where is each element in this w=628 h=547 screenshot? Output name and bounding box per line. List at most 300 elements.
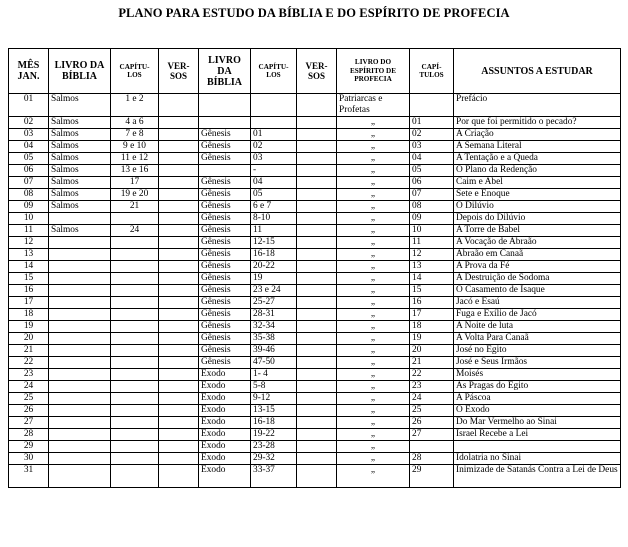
cell-chapters-3: 20 bbox=[410, 345, 454, 357]
cell-chapters-3: 07 bbox=[410, 189, 454, 201]
table-row bbox=[9, 405, 621, 417]
table-row bbox=[9, 141, 621, 153]
cell-book bbox=[49, 237, 111, 249]
cell-subject: A Destruição de Sodoma bbox=[454, 273, 621, 285]
header-livro-ep: LIVRO DO ESPÍRITO DE PROFECIA bbox=[337, 49, 410, 94]
cell-book-2: Êxodo bbox=[199, 465, 251, 488]
table-row bbox=[9, 381, 621, 393]
cell-chapters-2: 02 bbox=[251, 141, 297, 153]
cell-book bbox=[49, 297, 111, 309]
cell-ep-book: „ bbox=[337, 285, 410, 297]
cell-subject: A Volta Para Canaã bbox=[454, 333, 621, 345]
cell-book-2 bbox=[199, 94, 251, 117]
cell-day: 12 bbox=[9, 237, 49, 249]
cell-day: 21 bbox=[9, 345, 49, 357]
cell-subject: José e Seus Irmãos bbox=[454, 357, 621, 369]
cell-book-2: Gênesis bbox=[199, 177, 251, 189]
cell-subject: O Dilúvio bbox=[454, 201, 621, 213]
table-row bbox=[9, 273, 621, 285]
cell-day: 01 bbox=[9, 94, 49, 117]
cell-verses bbox=[159, 129, 199, 141]
cell-verses-2 bbox=[297, 153, 337, 165]
cell-day: 24 bbox=[9, 381, 49, 393]
cell-verses-2 bbox=[297, 381, 337, 393]
cell-ep-book: „ bbox=[337, 441, 410, 453]
cell-chapters-2: 19 bbox=[251, 273, 297, 285]
cell-chapters-3: 25 bbox=[410, 405, 454, 417]
cell-chapters bbox=[111, 249, 159, 261]
cell-verses bbox=[159, 309, 199, 321]
cell-book bbox=[49, 333, 111, 345]
cell-ep-book: „ bbox=[337, 189, 410, 201]
cell-ep-book: „ bbox=[337, 381, 410, 393]
cell-subject: Sete e Enoque bbox=[454, 189, 621, 201]
cell-book-2: Gênesis bbox=[199, 225, 251, 237]
cell-chapters-2: 11 bbox=[251, 225, 297, 237]
cell-verses bbox=[159, 429, 199, 441]
cell-ep-book: „ bbox=[337, 249, 410, 261]
cell-day: 23 bbox=[9, 369, 49, 381]
cell-chapters bbox=[111, 213, 159, 225]
cell-day: 18 bbox=[9, 309, 49, 321]
cell-day: 11 bbox=[9, 225, 49, 237]
cell-chapters bbox=[111, 393, 159, 405]
cell-verses bbox=[159, 285, 199, 297]
cell-chapters: 1 e 2 bbox=[111, 94, 159, 117]
cell-subject: O Plano da Redenção bbox=[454, 165, 621, 177]
header-versos-2: VER-SOS bbox=[297, 49, 337, 94]
cell-ep-book: Patriarcas e Profetas bbox=[337, 94, 410, 117]
cell-chapters bbox=[111, 273, 159, 285]
cell-day: 26 bbox=[9, 405, 49, 417]
cell-subject: A Noite de luta bbox=[454, 321, 621, 333]
cell-ep-book: „ bbox=[337, 369, 410, 381]
table-row bbox=[9, 357, 621, 369]
cell-book-2: Êxodo bbox=[199, 441, 251, 453]
cell-ep-book: „ bbox=[337, 393, 410, 405]
cell-ep-book: „ bbox=[337, 417, 410, 429]
cell-verses-2 bbox=[297, 453, 337, 465]
cell-verses bbox=[159, 393, 199, 405]
cell-day: 19 bbox=[9, 321, 49, 333]
cell-book bbox=[49, 345, 111, 357]
cell-day: 31 bbox=[9, 465, 49, 488]
cell-book bbox=[49, 357, 111, 369]
cell-book-2: Gênesis bbox=[199, 357, 251, 369]
cell-day: 10 bbox=[9, 213, 49, 225]
table-row bbox=[9, 297, 621, 309]
cell-chapters-2: 16-18 bbox=[251, 417, 297, 429]
cell-book-2: Êxodo bbox=[199, 369, 251, 381]
table-row bbox=[9, 321, 621, 333]
cell-ep-book: „ bbox=[337, 465, 410, 488]
cell-day: 06 bbox=[9, 165, 49, 177]
cell-chapters-3: 29 bbox=[410, 465, 454, 488]
cell-chapters-2: 13-15 bbox=[251, 405, 297, 417]
header-livro-biblia-2: LIVRO DA BÍBLIA bbox=[199, 49, 251, 94]
cell-verses-2 bbox=[297, 345, 337, 357]
cell-verses bbox=[159, 213, 199, 225]
cell-chapters-2: 47-50 bbox=[251, 357, 297, 369]
cell-book-2: Êxodo bbox=[199, 405, 251, 417]
cell-verses bbox=[159, 201, 199, 213]
table-row bbox=[9, 345, 621, 357]
cell-chapters-3: 06 bbox=[410, 177, 454, 189]
cell-subject: A Torre de Babel bbox=[454, 225, 621, 237]
cell-subject: Fuga e Exílio de Jacó bbox=[454, 309, 621, 321]
header-livro-biblia: LIVRO DA BÍBLIA bbox=[49, 49, 111, 94]
cell-day: 08 bbox=[9, 189, 49, 201]
cell-day: 17 bbox=[9, 297, 49, 309]
cell-day: 05 bbox=[9, 153, 49, 165]
cell-chapters bbox=[111, 297, 159, 309]
cell-book bbox=[49, 285, 111, 297]
cell-chapters-2: 32-34 bbox=[251, 321, 297, 333]
cell-ep-book: „ bbox=[337, 129, 410, 141]
table-row bbox=[9, 237, 621, 249]
cell-ep-book: „ bbox=[337, 237, 410, 249]
cell-chapters: 21 bbox=[111, 201, 159, 213]
cell-verses-2 bbox=[297, 357, 337, 369]
cell-book: Salmos bbox=[49, 94, 111, 117]
cell-day: 29 bbox=[9, 441, 49, 453]
table-row bbox=[9, 189, 621, 201]
cell-chapters-3: 24 bbox=[410, 393, 454, 405]
cell-subject: A Semana Literal bbox=[454, 141, 621, 153]
cell-day: 22 bbox=[9, 357, 49, 369]
table-row bbox=[9, 453, 621, 465]
cell-verses-2 bbox=[297, 441, 337, 453]
cell-chapters-2: 12-15 bbox=[251, 237, 297, 249]
cell-verses-2 bbox=[297, 129, 337, 141]
cell-book-2: Gênesis bbox=[199, 345, 251, 357]
cell-day: 09 bbox=[9, 201, 49, 213]
cell-book bbox=[49, 417, 111, 429]
table-row bbox=[9, 465, 621, 488]
cell-book-2: Gênesis bbox=[199, 249, 251, 261]
cell-subject: As Pragas do Egito bbox=[454, 381, 621, 393]
cell-chapters-2: 03 bbox=[251, 153, 297, 165]
cell-verses-2 bbox=[297, 333, 337, 345]
cell-ep-book: „ bbox=[337, 177, 410, 189]
cell-verses-2 bbox=[297, 141, 337, 153]
cell-verses bbox=[159, 189, 199, 201]
cell-chapters bbox=[111, 417, 159, 429]
cell-chapters bbox=[111, 441, 159, 453]
cell-verses-2 bbox=[297, 309, 337, 321]
cell-subject: A Vocação de Abraão bbox=[454, 237, 621, 249]
cell-book bbox=[49, 441, 111, 453]
cell-verses-2 bbox=[297, 237, 337, 249]
cell-chapters-2: 33-37 bbox=[251, 465, 297, 488]
cell-book-2: Gênesis bbox=[199, 261, 251, 273]
cell-day: 07 bbox=[9, 177, 49, 189]
cell-book-2: Êxodo bbox=[199, 381, 251, 393]
cell-book-2: Gênesis bbox=[199, 333, 251, 345]
cell-verses bbox=[159, 417, 199, 429]
cell-book-2: Gênesis bbox=[199, 297, 251, 309]
cell-verses-2 bbox=[297, 393, 337, 405]
cell-verses-2 bbox=[297, 417, 337, 429]
cell-ep-book: „ bbox=[337, 297, 410, 309]
cell-verses bbox=[159, 345, 199, 357]
table-row bbox=[9, 213, 621, 225]
cell-verses-2 bbox=[297, 369, 337, 381]
cell-verses-2 bbox=[297, 213, 337, 225]
table-row bbox=[9, 117, 621, 129]
cell-chapters bbox=[111, 321, 159, 333]
cell-ep-book: „ bbox=[337, 333, 410, 345]
cell-ep-book: „ bbox=[337, 429, 410, 441]
cell-book-2: Gênesis bbox=[199, 285, 251, 297]
cell-chapters-2 bbox=[251, 94, 297, 117]
cell-verses-2 bbox=[297, 273, 337, 285]
cell-book bbox=[49, 369, 111, 381]
cell-subject: Depois do Dilúvio bbox=[454, 213, 621, 225]
cell-book-2 bbox=[199, 117, 251, 129]
cell-book: Salmos bbox=[49, 117, 111, 129]
cell-verses-2 bbox=[297, 249, 337, 261]
cell-chapters-3: 10 bbox=[410, 225, 454, 237]
cell-verses bbox=[159, 225, 199, 237]
cell-subject: Abraão em Canaã bbox=[454, 249, 621, 261]
cell-chapters-3: 16 bbox=[410, 297, 454, 309]
header-row bbox=[9, 49, 621, 94]
cell-chapters-3: 23 bbox=[410, 381, 454, 393]
cell-ep-book: „ bbox=[337, 225, 410, 237]
cell-verses-2 bbox=[297, 117, 337, 129]
study-plan-table bbox=[8, 48, 621, 488]
cell-chapters-3: 19 bbox=[410, 333, 454, 345]
table-row bbox=[9, 441, 621, 453]
cell-day: 16 bbox=[9, 285, 49, 297]
cell-chapters: 19 e 20 bbox=[111, 189, 159, 201]
cell-verses-2 bbox=[297, 405, 337, 417]
cell-book bbox=[49, 465, 111, 488]
cell-chapters bbox=[111, 453, 159, 465]
cell-subject: Israel Recebe a Lei bbox=[454, 429, 621, 441]
cell-subject: Idolatria no Sinai bbox=[454, 453, 621, 465]
cell-day: 14 bbox=[9, 261, 49, 273]
cell-subject: A Páscoa bbox=[454, 393, 621, 405]
cell-ep-book: „ bbox=[337, 345, 410, 357]
cell-verses bbox=[159, 453, 199, 465]
cell-ep-book: „ bbox=[337, 141, 410, 153]
cell-book bbox=[49, 393, 111, 405]
cell-book: Salmos bbox=[49, 225, 111, 237]
cell-chapters-2: 8-10 bbox=[251, 213, 297, 225]
cell-day: 30 bbox=[9, 453, 49, 465]
table-body bbox=[9, 94, 621, 488]
cell-book bbox=[49, 429, 111, 441]
cell-ep-book: „ bbox=[337, 117, 410, 129]
cell-chapters bbox=[111, 429, 159, 441]
cell-chapters-3: 15 bbox=[410, 285, 454, 297]
table-row bbox=[9, 94, 621, 117]
cell-book-2: Êxodo bbox=[199, 417, 251, 429]
cell-book bbox=[49, 261, 111, 273]
cell-chapters-3: 02 bbox=[410, 129, 454, 141]
cell-chapters-2: 19-22 bbox=[251, 429, 297, 441]
table-row bbox=[9, 129, 621, 141]
cell-verses-2 bbox=[297, 94, 337, 117]
cell-subject: Inimizade de Satanás Contra a Lei de Deus bbox=[454, 465, 621, 488]
cell-subject: José no Egito bbox=[454, 345, 621, 357]
cell-chapters bbox=[111, 345, 159, 357]
cell-chapters-2: 1- 4 bbox=[251, 369, 297, 381]
cell-chapters-2 bbox=[251, 117, 297, 129]
cell-book bbox=[49, 405, 111, 417]
cell-ep-book: „ bbox=[337, 165, 410, 177]
cell-verses bbox=[159, 405, 199, 417]
cell-book-2: Gênesis bbox=[199, 213, 251, 225]
cell-chapters-2: 35-38 bbox=[251, 333, 297, 345]
cell-chapters-3: 08 bbox=[410, 201, 454, 213]
cell-chapters-3: 11 bbox=[410, 237, 454, 249]
cell-verses bbox=[159, 249, 199, 261]
cell-day: 20 bbox=[9, 333, 49, 345]
table-row bbox=[9, 153, 621, 165]
cell-verses-2 bbox=[297, 465, 337, 488]
cell-subject: Do Mar Vermelho ao Sinai bbox=[454, 417, 621, 429]
cell-verses bbox=[159, 369, 199, 381]
cell-book: Salmos bbox=[49, 189, 111, 201]
cell-book: Salmos bbox=[49, 177, 111, 189]
cell-verses-2 bbox=[297, 261, 337, 273]
cell-verses bbox=[159, 261, 199, 273]
cell-subject: O Êxodo bbox=[454, 405, 621, 417]
cell-chapters-2: - bbox=[251, 165, 297, 177]
cell-verses-2 bbox=[297, 429, 337, 441]
cell-book-2: Gênesis bbox=[199, 129, 251, 141]
cell-chapters bbox=[111, 381, 159, 393]
cell-chapters-3 bbox=[410, 94, 454, 117]
cell-book-2: Gênesis bbox=[199, 201, 251, 213]
header-versos: VER-SOS bbox=[159, 49, 199, 94]
table-row bbox=[9, 369, 621, 381]
cell-verses bbox=[159, 297, 199, 309]
cell-verses-2 bbox=[297, 165, 337, 177]
cell-chapters-2: 5-8 bbox=[251, 381, 297, 393]
cell-verses bbox=[159, 333, 199, 345]
table-row bbox=[9, 177, 621, 189]
cell-book-2: Gênesis bbox=[199, 321, 251, 333]
cell-day: 13 bbox=[9, 249, 49, 261]
cell-book bbox=[49, 309, 111, 321]
cell-verses bbox=[159, 153, 199, 165]
cell-verses bbox=[159, 465, 199, 488]
cell-day: 28 bbox=[9, 429, 49, 441]
cell-chapters bbox=[111, 285, 159, 297]
cell-book-2: Êxodo bbox=[199, 453, 251, 465]
cell-day: 04 bbox=[9, 141, 49, 153]
cell-chapters-2: 29-32 bbox=[251, 453, 297, 465]
table-row bbox=[9, 333, 621, 345]
cell-verses bbox=[159, 441, 199, 453]
cell-verses bbox=[159, 381, 199, 393]
cell-day: 25 bbox=[9, 393, 49, 405]
cell-chapters: 24 bbox=[111, 225, 159, 237]
cell-chapters-3: 01 bbox=[410, 117, 454, 129]
cell-book: Salmos bbox=[49, 153, 111, 165]
cell-chapters bbox=[111, 465, 159, 488]
cell-chapters-3: 28 bbox=[410, 453, 454, 465]
cell-ep-book: „ bbox=[337, 357, 410, 369]
cell-chapters bbox=[111, 405, 159, 417]
cell-chapters: 13 e 16 bbox=[111, 165, 159, 177]
cell-book: Salmos bbox=[49, 165, 111, 177]
cell-book: Salmos bbox=[49, 141, 111, 153]
cell-book: Salmos bbox=[49, 129, 111, 141]
table-row bbox=[9, 201, 621, 213]
header-capitulos-2: CAPÍTU-LOS bbox=[251, 49, 297, 94]
cell-verses bbox=[159, 117, 199, 129]
cell-verses-2 bbox=[297, 189, 337, 201]
cell-ep-book: „ bbox=[337, 201, 410, 213]
cell-chapters-3 bbox=[410, 441, 454, 453]
cell-day: 15 bbox=[9, 273, 49, 285]
cell-chapters-3: 27 bbox=[410, 429, 454, 441]
cell-book-2: Gênesis bbox=[199, 237, 251, 249]
cell-chapters bbox=[111, 261, 159, 273]
cell-chapters-3: 17 bbox=[410, 309, 454, 321]
cell-ep-book: „ bbox=[337, 213, 410, 225]
cell-chapters-2: 16-18 bbox=[251, 249, 297, 261]
cell-book-2: Gênesis bbox=[199, 189, 251, 201]
cell-book-2: Gênesis bbox=[199, 273, 251, 285]
cell-book-2: Gênesis bbox=[199, 141, 251, 153]
cell-chapters: 7 e 8 bbox=[111, 129, 159, 141]
cell-book bbox=[49, 273, 111, 285]
table-row bbox=[9, 309, 621, 321]
cell-subject: Por que foi permitido o pecado? bbox=[454, 117, 621, 129]
cell-verses-2 bbox=[297, 201, 337, 213]
cell-chapters bbox=[111, 369, 159, 381]
cell-book-2 bbox=[199, 165, 251, 177]
table-row bbox=[9, 249, 621, 261]
cell-subject: Jacó e Esaú bbox=[454, 297, 621, 309]
cell-chapters-3: 09 bbox=[410, 213, 454, 225]
cell-verses-2 bbox=[297, 177, 337, 189]
cell-verses-2 bbox=[297, 285, 337, 297]
cell-verses bbox=[159, 357, 199, 369]
cell-chapters-3: 21 bbox=[410, 357, 454, 369]
cell-verses bbox=[159, 94, 199, 117]
table-row bbox=[9, 285, 621, 297]
cell-chapters-2: 05 bbox=[251, 189, 297, 201]
cell-book bbox=[49, 321, 111, 333]
cell-book bbox=[49, 453, 111, 465]
cell-chapters: 9 e 10 bbox=[111, 141, 159, 153]
page-title: PLANO PARA ESTUDO DA BÍBLIA E DO ESPÍRITO DE PROFECIA bbox=[118, 6, 510, 20]
cell-verses bbox=[159, 237, 199, 249]
cell-chapters-3: 12 bbox=[410, 249, 454, 261]
cell-chapters-2: 9-12 bbox=[251, 393, 297, 405]
cell-verses bbox=[159, 177, 199, 189]
cell-chapters-2: 20-22 bbox=[251, 261, 297, 273]
cell-chapters-2: 39-46 bbox=[251, 345, 297, 357]
table-row bbox=[9, 429, 621, 441]
cell-verses bbox=[159, 165, 199, 177]
cell-day: 03 bbox=[9, 129, 49, 141]
cell-book bbox=[49, 381, 111, 393]
cell-verses-2 bbox=[297, 297, 337, 309]
header-assuntos: ASSUNTOS A ESTUDAR bbox=[454, 49, 621, 94]
cell-verses bbox=[159, 321, 199, 333]
cell-chapters-3: 14 bbox=[410, 273, 454, 285]
cell-chapters-3: 13 bbox=[410, 261, 454, 273]
cell-ep-book: „ bbox=[337, 261, 410, 273]
